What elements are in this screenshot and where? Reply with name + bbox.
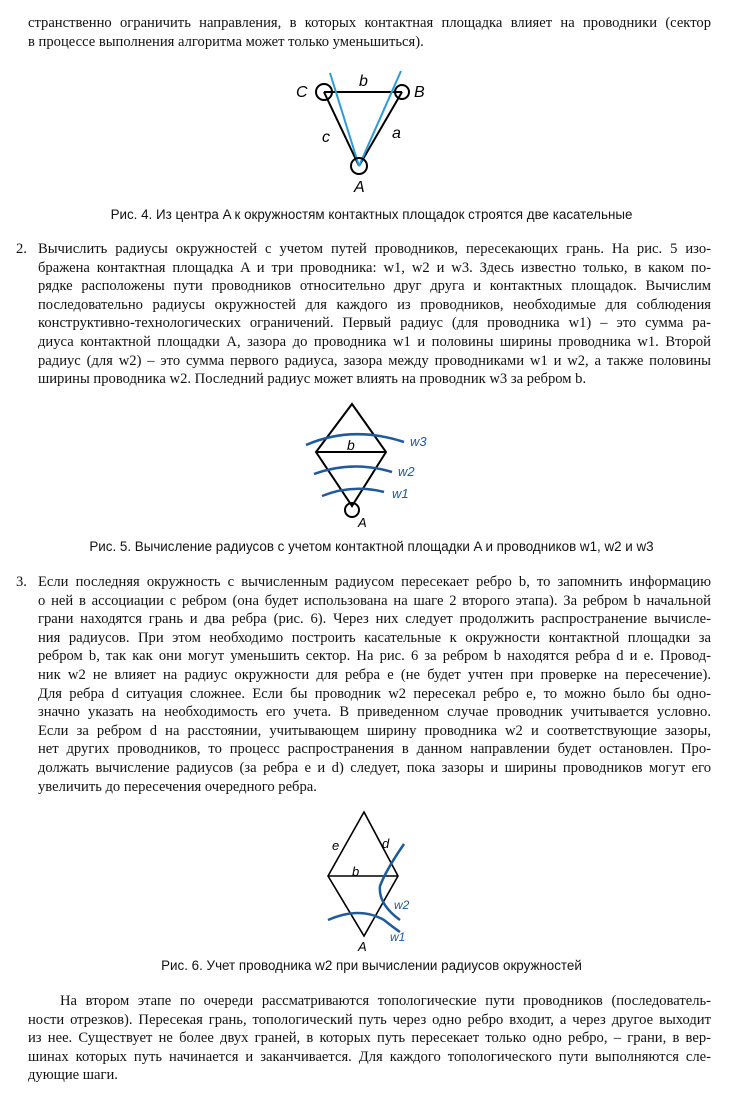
label-a-upper: A: [358, 939, 367, 953]
text-line: в процессе выполнения алгоритма может только уменьшиться).: [28, 33, 424, 50]
list-number: 3.: [16, 574, 27, 590]
text-line: нет других проводников, то процесс распространения в данном направлении будет остановлен. Про-: [38, 741, 711, 758]
text-line: рядке расположены пути проводников относительно друг друга и контактных площадок. Вычислим: [38, 278, 711, 295]
text-line: ности отрезков). Пересекая грань, топологический путь через одно ребро входит, а через другое выходит: [28, 1011, 711, 1028]
label-a-upper: A: [354, 179, 365, 194]
label-a: a: [392, 125, 401, 142]
figure-6-caption: Рис. 6. Учет проводника w2 при вычислении радиусов окружностей: [161, 958, 582, 973]
label-b: b: [347, 437, 355, 453]
tangent-line-left: [330, 73, 359, 166]
label-w1: w1: [392, 486, 409, 501]
text-line: странственно ограничить направления, в которых контактная площадка влияет на проводники (сектор: [28, 15, 711, 31]
text-line: ребром b, так как они могут уменьшить сектор. На рис. 6 за ребром b находятся ребра d и e. Провод-: [38, 648, 711, 665]
text-line: Для ребра d ситуация сложнее. Если бы проводник w2 пересекал ребро e, то можно было бы одно-: [38, 685, 711, 702]
text-line: значно указать на необходимость его учета. В приведенном случае проводник учитывается условно.: [38, 704, 711, 721]
label-w3: w3: [410, 434, 427, 449]
text-line: Если последняя окружность с вычисленным радиусом пересекает ребро b, то запомнить информацию: [38, 574, 711, 590]
label-d: d: [382, 836, 390, 851]
label-a-upper: A: [358, 515, 367, 530]
figure-6-diagram: [320, 808, 420, 953]
text-line: грани находятся грань и два ребра (рис. 6). Через них следует продолжить распространение вычисле-: [38, 611, 711, 628]
text-line: Вычислить радиусы окружностей с учетом путей проводников, пересекающих грань. На рис. 5 изо-: [38, 241, 711, 257]
figure-4-caption: Рис. 4. Из центра A к окружностям контактных площадок строятся две касательные: [110, 207, 633, 222]
text-line: ния радиусов. При этом необходимо построить касательные к окружности контактной площадки за: [38, 629, 711, 646]
text-line: бражена контактная площадка A и три проводника: w1, w2 и w3. Здесь известно только, в каком по-: [38, 259, 711, 276]
text-line: конструктивно-технологических ограничений. Первый радиус (для проводника w1) – это сумма ра-: [38, 315, 711, 332]
label-e: e: [332, 838, 340, 853]
label-w1: w1: [390, 930, 406, 944]
text-line: о ней в ассоциации с ребром (она будет использована на шаге 2 второго этапа). За ребром b начальной: [38, 592, 711, 609]
text-line: из нее. Существует не более двух граней, в которых путь пересекает только одно ребро, – грани, в вер-: [28, 1030, 711, 1047]
text-line: должать вычисление радиусов (за ребра e и d) следует, пока зазоры и ширины проводников могут его: [38, 759, 711, 776]
intro-paragraph: [28, 14, 711, 51]
text-line: последовательно радиусы окружностей для каждого из проводников, необходимые для соблюдения: [38, 296, 711, 313]
closing-paragraph: [28, 992, 711, 1085]
text-line: радиус (для w2) – это сумма первого радиуса, зазора между проводниками w1 и w2, а также половины: [38, 352, 711, 369]
text-line: увеличить до пересечения очередного ребра.: [38, 778, 317, 795]
wire-w3: [306, 434, 404, 445]
label-c: c: [322, 129, 330, 146]
step-2-paragraph: [38, 240, 711, 389]
text-line: шинах которых путь начинается и заканчивается. Для каждого топологического пути выполняются сле-: [28, 1048, 711, 1065]
text-line: диуса контактной площадки A, зазора до проводника w1 и половины ширины проводника w1. Второй: [38, 333, 711, 350]
label-w2: w2: [394, 898, 410, 912]
label-b-upper: B: [414, 84, 425, 101]
label-b: b: [359, 73, 368, 90]
text-line: дующие шаги.: [28, 1067, 118, 1084]
label-b: b: [352, 864, 360, 879]
figure-5-diagram: [300, 400, 440, 530]
figure-4-diagram: [290, 64, 440, 194]
text-line: ник w2 не влияет на радиус окружности для ребра e (не будет учтен при проверке на пересечение).: [38, 666, 711, 683]
text-line: Если за ребром d на расстоянии, учитывающем ширину проводника w2 и соответствующие зазоры,: [38, 722, 711, 739]
label-w2: w2: [398, 464, 415, 479]
text-line: ширины проводника w2. Последний радиус может влиять на проводник w3 за ребром b.: [38, 371, 587, 388]
text-line: На втором этапе по очереди рассматриваются топологические пути проводников (последователь-: [60, 993, 711, 1009]
wire-w1: [322, 489, 384, 496]
label-c-upper: C: [296, 84, 308, 101]
list-number: 2.: [16, 241, 27, 257]
figure-5-caption: Рис. 5. Вычисление радиусов с учетом контактной площадки A и проводников w1, w2 и w3: [89, 539, 654, 554]
step-3-paragraph: [38, 573, 711, 796]
